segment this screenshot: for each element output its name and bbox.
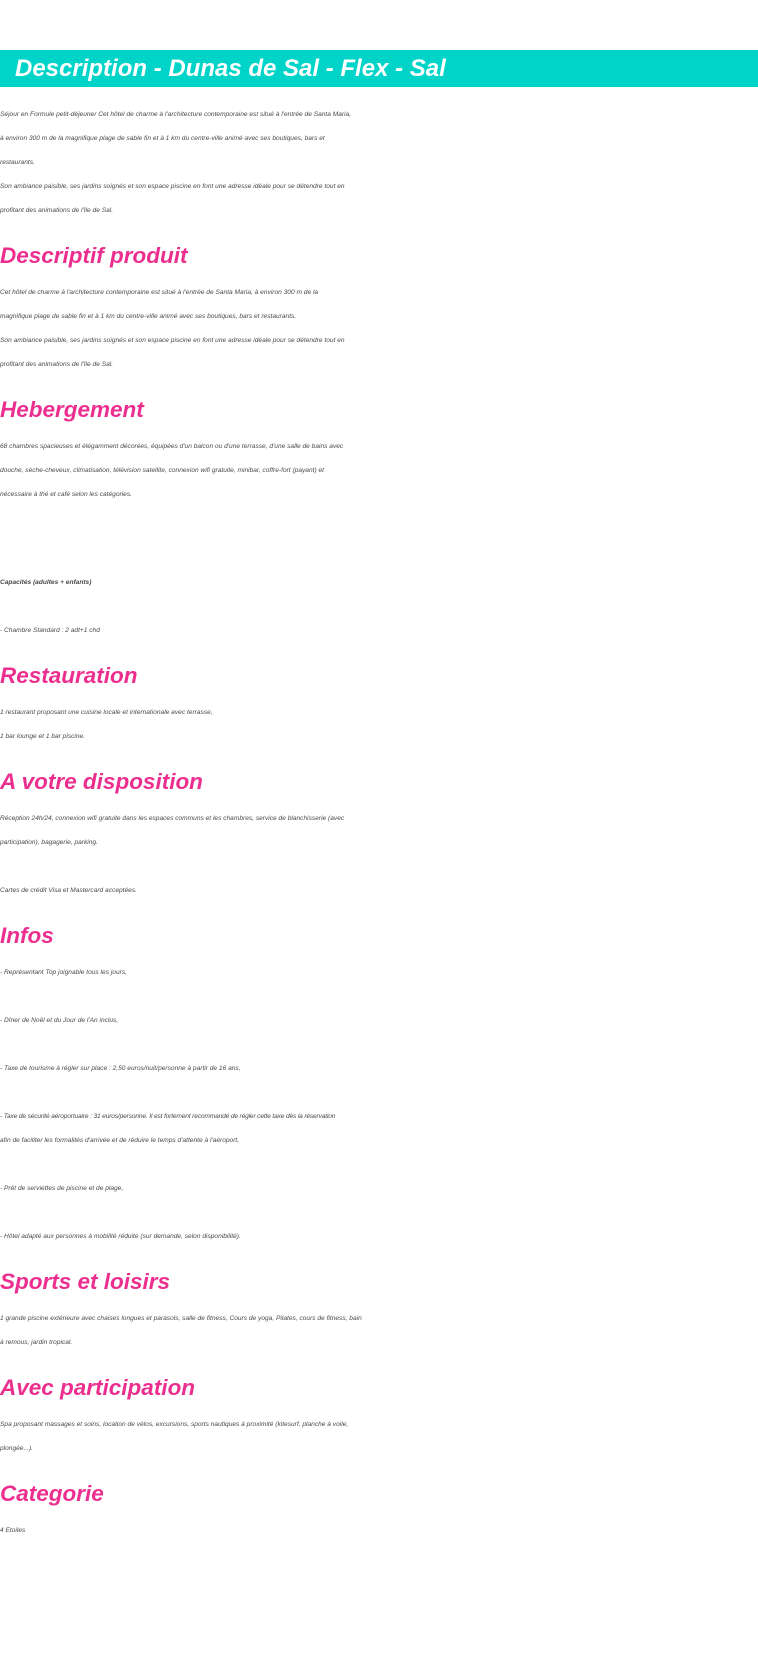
descriptif-line: Cet hôtel de charme à l'architecture contemporaine est situé à l'entrée de Santa Maria, à environ 300 m de la [0,289,319,296]
participation-line: Spa proposant massages et soins, location de vélos, excursions, sports nautiques à proximité (kitesurf, planche à voile, [0,1421,349,1428]
page-title: Description - Dunas de Sal - Flex - Sal [15,55,446,82]
cartes-credit: Cartes de crédit Visa et Mastercard acceptées. [0,887,137,894]
page-title-banner [0,50,758,87]
intro-line: Séjour en Formule petit-déjeuner Cet hôtel de charme à l'architecture contemporaine est situé à l'entrée de Santa Maria, [0,111,352,118]
info-item: - Taxe de sécurité aéroportuaire : 31 euros/personne. Il est fortement recommandé de régler cette taxe dès la réservation [0,1113,336,1120]
intro-line: à environ 300 m de la magnifique plage de sable fin et à 1 km du centre-ville animé avec ses boutiques, bars et [0,135,325,142]
hebergement-section [0,435,758,643]
info-item: - Taxe de tourisme à régler sur place : 2,50 euros/nuit/personne à partir de 16 ans, [0,1065,241,1072]
info-item: afin de faciliter les formalités d'arrivée et de réduire le temps d'attente à l'aéroport, [0,1137,240,1144]
capacites-label: Capacités (adultes + enfants) [0,579,92,586]
section-heading-participation: Avec participation [0,1375,196,1400]
section-heading-hebergement: Hebergement [0,397,144,422]
intro-line: Son ambiance paisible, ses jardins soignés et son espace piscine en font une adresse idéale pour se détendre tout en [0,183,345,190]
capacites-item: - Chambre Standard : 2 adt+1 chd [0,627,100,634]
participation-section [0,1413,758,1461]
intro-section [0,103,758,223]
section-heading-disposition: A votre disposition [0,769,203,794]
content [0,103,758,1543]
sports-line: à remous, jardin tropical. [0,1339,73,1346]
descriptif-line: profitant des animations de l'île de Sal. [0,361,114,368]
descriptif-line: magnifique plage de sable fin et à 1 km du centre-ville animé avec ses boutiques, bars et restaurants. [0,313,297,320]
section-heading-descriptif: Descriptif produit [0,243,188,268]
hebergement-line: nécessaire à thé et café selon les catégories. [0,491,132,498]
hebergement-line: douche, sèche-cheveux, climatisation, télévision satellite, connexion wifi gratuite, minibar, coffre-fort (payant) et [0,467,324,474]
info-item: - Prêt de serviettes de piscine et de plage, [0,1185,124,1192]
hebergement-line: 68 chambres spacieuses et élégamment décorées, équipées d'un balcon ou d'une terrasse, d'une salle de bains avec [0,443,344,450]
section-heading-infos: Infos [0,923,54,948]
info-item: - Dîner de Noël et du Jour de l'An inclus, [0,1017,119,1024]
descriptif-line: Son ambiance paisible, ses jardins soignés et son espace piscine en font une adresse idéale pour se détendre tout en [0,337,345,344]
section-heading-sports: Sports et loisirs [0,1269,171,1294]
restauration-section [0,701,758,749]
info-item: - Représentant Top joignable tous les jours, [0,969,127,976]
disposition-section [0,807,758,903]
intro-line: restaurants. [0,159,35,166]
sports-line: 1 grande piscine extérieure avec chaises longues et parasols, salle de fitness, Cours de yoga, Pilates, cours de fitness, bain [0,1315,362,1322]
section-heading-categorie: Categorie [0,1481,104,1506]
descriptif-section [0,281,758,377]
categorie-value: 4 Etoiles [0,1527,26,1534]
sports-section [0,1307,758,1355]
info-item: - Hôtel adapté aux personnes à mobilité réduite (sur demande, selon disponibilité). [0,1233,241,1240]
restauration-line: 1 restaurant proposant une cuisine locale et internationale avec terrasse, [0,709,213,716]
infos-section [0,961,758,1249]
participation-line: plongée...). [0,1445,33,1452]
section-heading-restauration: Restauration [0,663,138,688]
disposition-line: participation), bagagerie, parking. [0,839,98,846]
intro-line: profitant des animations de l'île de Sal. [0,207,114,214]
disposition-line: Réception 24h/24, connexion wifi gratuite dans les espaces communs et les chambres, service de blanchisserie (avec [0,815,345,822]
restauration-line: 1 bar lounge et 1 bar piscine. [0,733,86,740]
